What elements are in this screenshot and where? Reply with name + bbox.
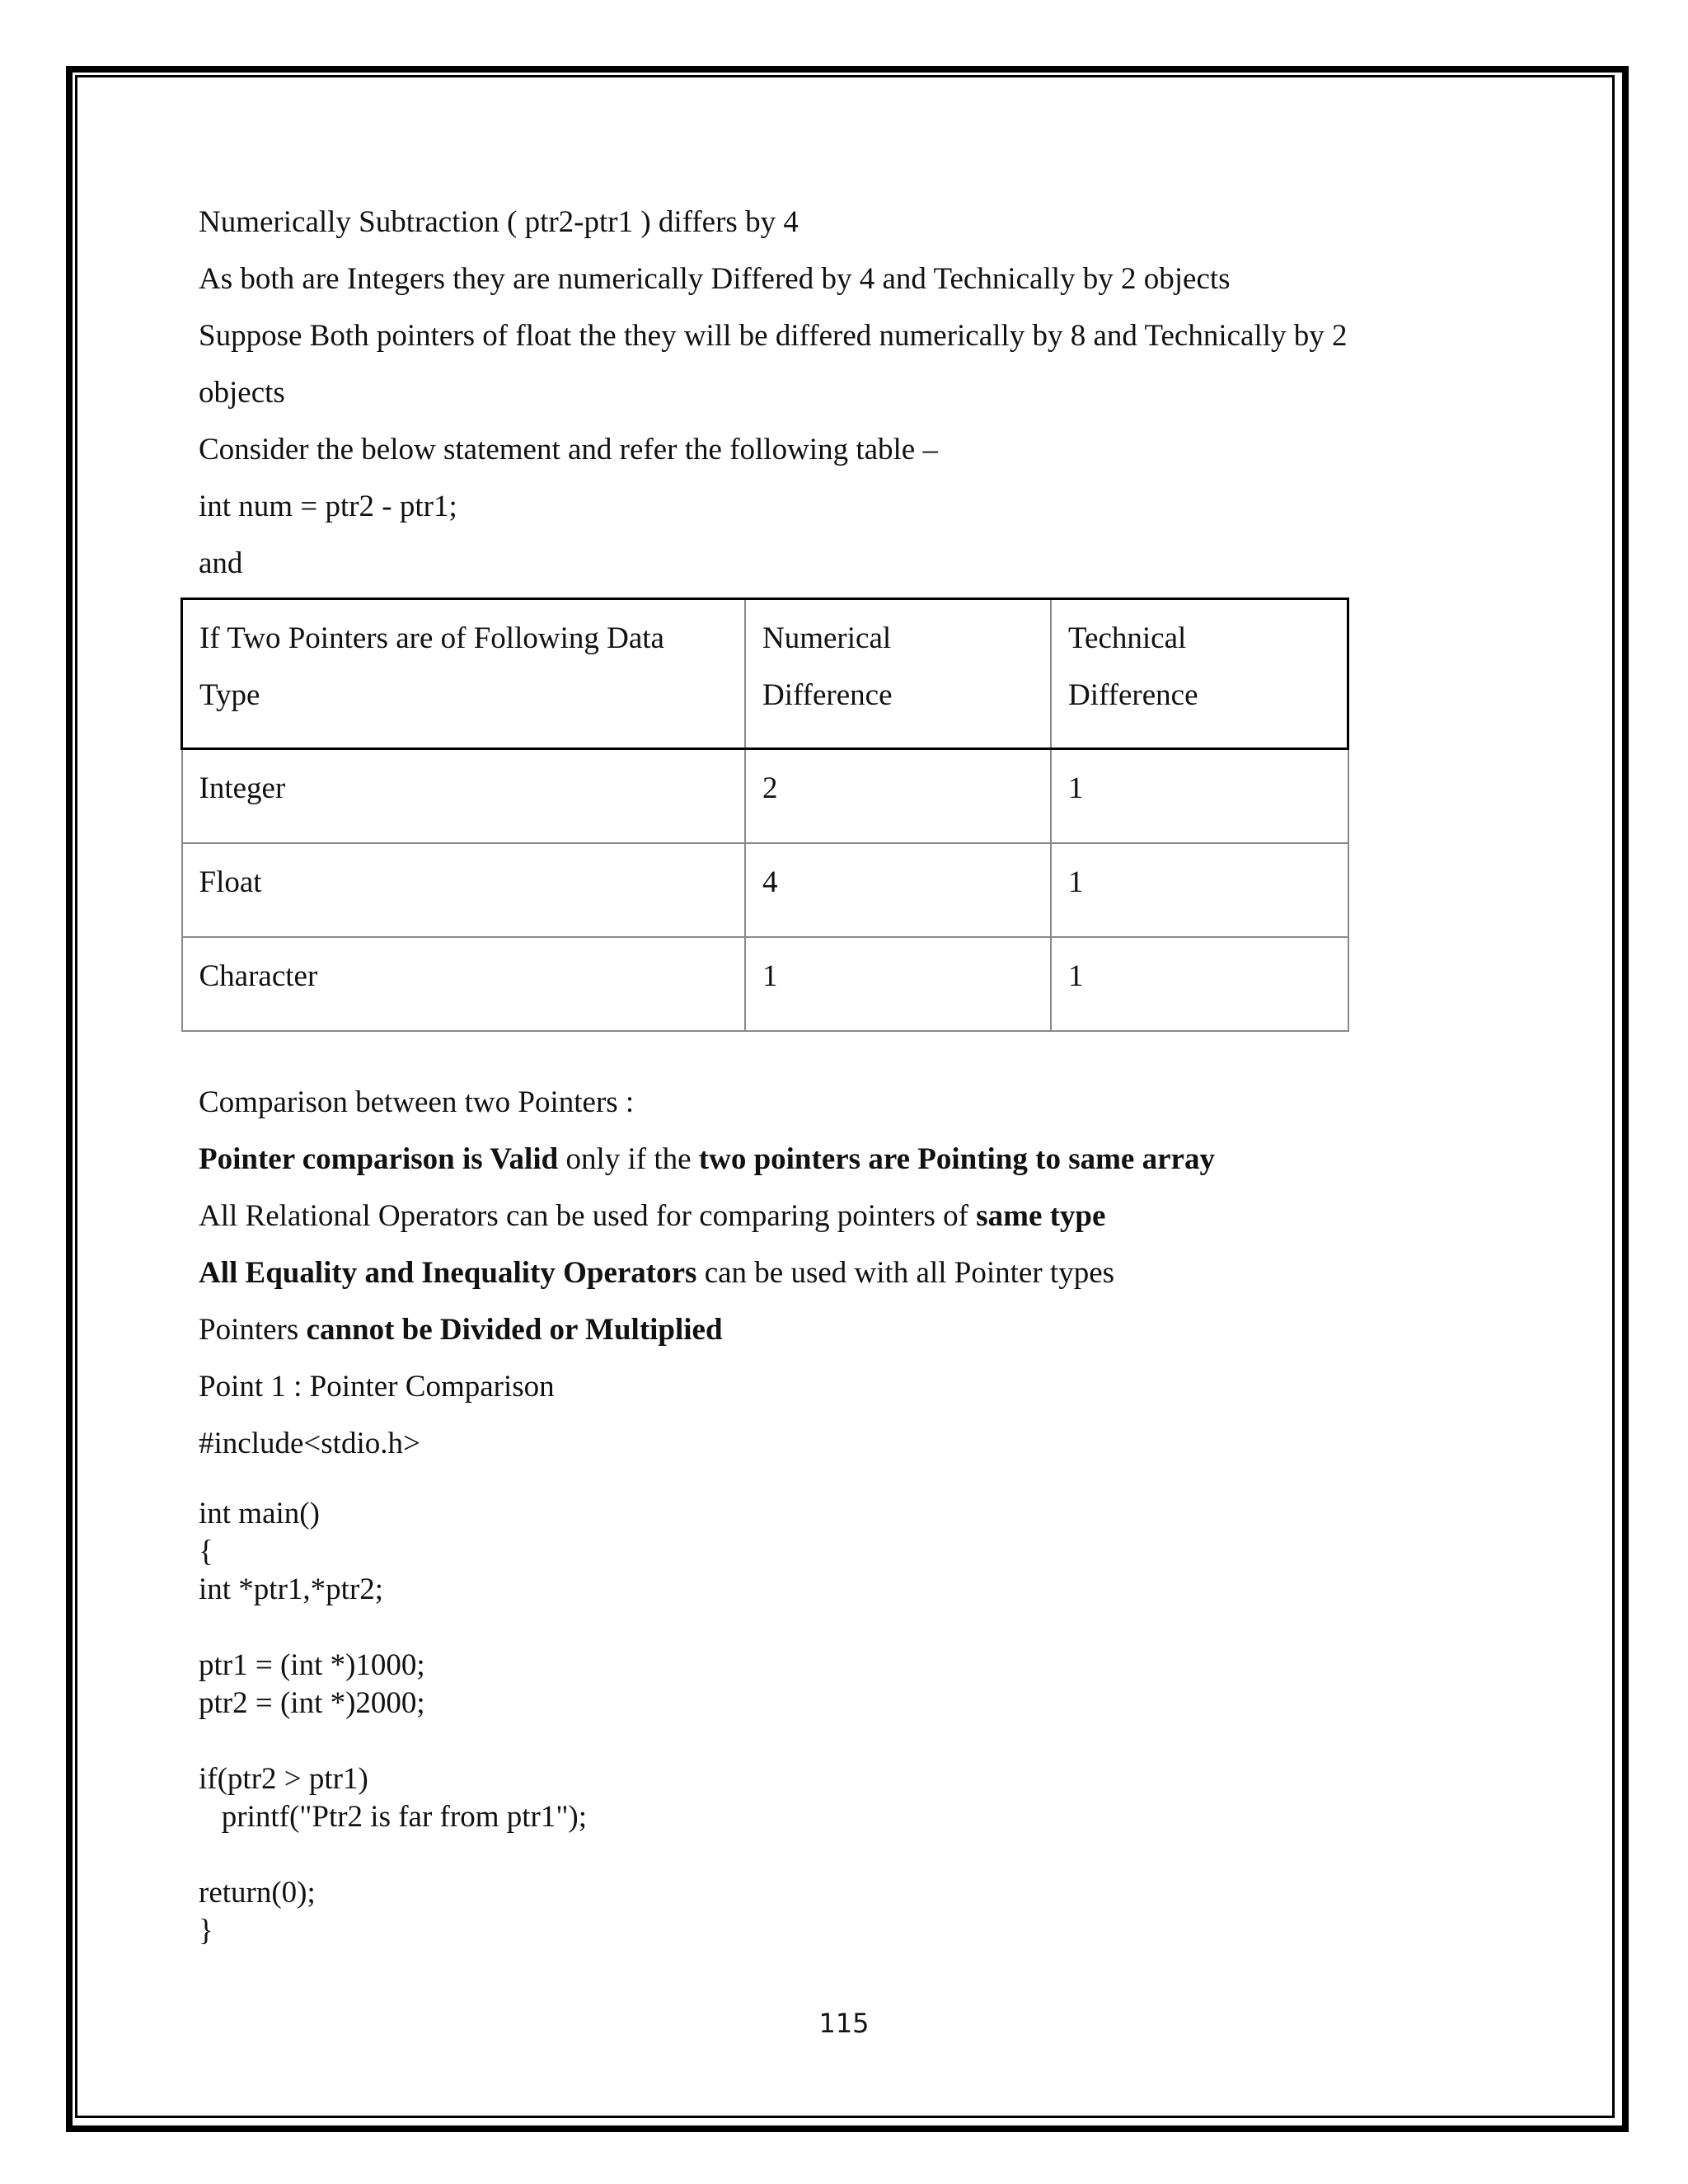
table-row — [182, 937, 1348, 1031]
code-line: printf("Ptr2 is far from ptr1"); — [199, 1800, 588, 1834]
table-cell: Integer — [182, 749, 746, 844]
intro-line: objects — [199, 376, 285, 410]
header-cell-technical: Technical Difference — [1051, 599, 1348, 749]
table-cell: 1 — [1051, 749, 1348, 844]
rule-line: Pointer comparison is Valid only if the two pointers are Pointing to same array — [199, 1142, 1215, 1176]
table-cell: 4 — [745, 843, 1051, 937]
code-line: ptr2 = (int *)2000; — [199, 1686, 425, 1720]
code-line: int *ptr1,*ptr2; — [199, 1572, 384, 1606]
intro-line: Numerically Subtraction ( ptr2-ptr1 ) differs by 4 — [199, 205, 799, 239]
comparison-section — [199, 1074, 1484, 1472]
code-block — [199, 1495, 587, 1950]
intro-line: and — [199, 546, 243, 580]
include-line: #include<stdio.h> — [199, 1427, 420, 1460]
pointer-difference-table — [181, 598, 1349, 1032]
table-header-row — [182, 599, 1348, 749]
table-cell: 2 — [745, 749, 1051, 844]
table-row — [182, 843, 1348, 937]
table-row — [182, 749, 1348, 844]
intro-line: Consider the below statement and refer the following table – — [199, 433, 938, 466]
intro-text — [199, 194, 1484, 592]
code-line: ptr1 = (int *)1000; — [199, 1648, 425, 1682]
header-cell-data-type: If Two Pointers are of Following Data Type — [182, 599, 746, 749]
code-line: { — [199, 1535, 213, 1568]
code-blank-line — [199, 1722, 587, 1760]
table-cell: 1 — [1051, 937, 1348, 1031]
code-line: if(ptr2 > ptr1) — [199, 1762, 368, 1796]
page-number: 115 — [818, 2008, 870, 2039]
header-cell-numerical: Numerical Difference — [745, 599, 1051, 749]
rule-line: All Relational Operators can be used for comparing pointers of same type — [199, 1199, 1106, 1233]
rule-line: Pointers cannot be Divided or Multiplied — [199, 1313, 723, 1347]
code-blank-line — [199, 1609, 587, 1647]
code-line: return(0); — [199, 1876, 316, 1910]
code-blank-line — [199, 1836, 587, 1874]
point-title: Point 1 : Pointer Comparison — [199, 1370, 555, 1404]
rule-line: All Equality and Inequality Operators can be used with all Pointer types — [199, 1256, 1115, 1290]
intro-line: Suppose Both pointers of float the they will be differed numerically by 8 and Technically by 2 — [199, 319, 1348, 353]
table-cell: 1 — [745, 937, 1051, 1031]
intro-line: As both are Integers they are numerically Differed by 4 and Technically by 2 objects — [199, 262, 1231, 296]
comparison-heading: Comparison between two Pointers : — [199, 1085, 635, 1119]
table-cell: 1 — [1051, 843, 1348, 937]
code-line: } — [199, 1914, 213, 1947]
code-line: int main() — [199, 1497, 320, 1530]
table-cell: Character — [182, 937, 746, 1031]
intro-line: int num = ptr2 - ptr1; — [199, 490, 457, 523]
table-cell: Float — [182, 843, 746, 937]
